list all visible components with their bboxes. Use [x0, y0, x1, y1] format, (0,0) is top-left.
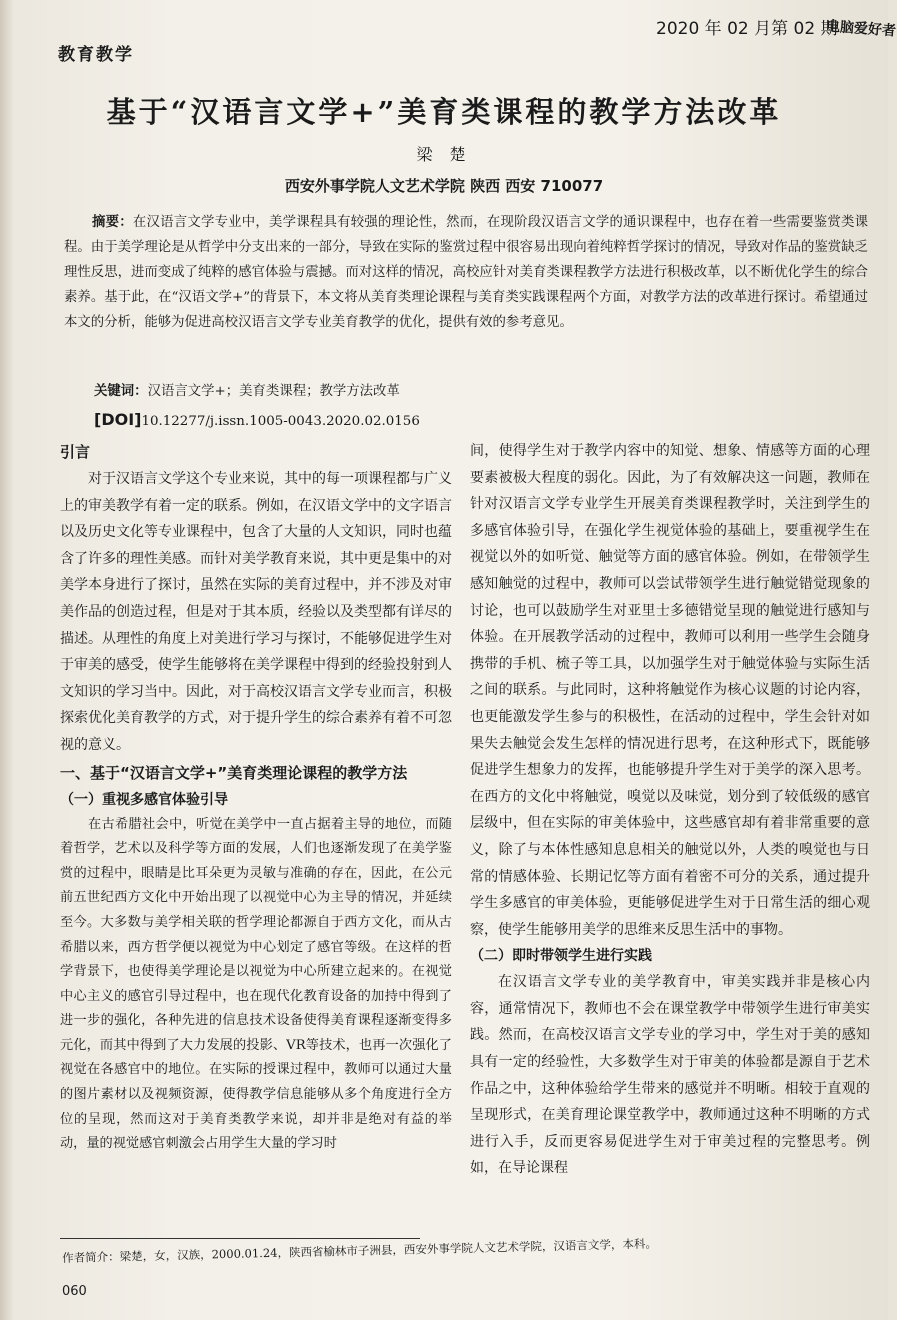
- article-title: 基于“汉语言文学+”美育类课程的教学方法改革: [106, 95, 782, 129]
- continued-paragraph: 间，使得学生对于教学内容中的知觉、想象、情感等方面的心理要素被极大程度的弱化。因此，为了有效解决这一问题，教师在针对汉语言文学专业学生开展美育类课程教学时，关注到学生的多感官体验引导，在强化学生视觉体验的基础上，要重视学生在视觉以外的如听觉、触觉等方面的感官体验。例如，在带领学生感知触觉的过程中，教师可以尝试带领学生进行触觉错觉现象的讨论，也可以鼓励学生对亚里士多德错觉呈现的触觉进行感知与体验。在开展教学活动的过程中，教师可以利用一些学生会随身携带的手机、梳子等工具，以加强学生对于触觉体验与实际生活之间的联系。与此同时，这种将触觉作为核心议题的讨论内容，也更能激发学生参与的积极性，在活动的过程中，学生会针对如果失去触觉会发生怎样的情况进行思考，在这种形式下，既能够促进学生想象力的发挥，也能够提升学生对于美学的深入思考。在西方的文化中将触觉，嗅觉以及味觉，划分到了较低级的感官层级中，但在实际的审美体验中，这些感官却有着非常重要的意义，除了与本体性感知息息相关的触觉以外，人类的嗅觉也与日常的情感体验、长期记忆等方面有着密不可分的关系，通过提升学生多感官的审美体验，更能够促进学生对于日常生活的细心观察，使学生能够用美学的思维来反思生活中的事物。: [470, 443, 870, 938]
- subsection-2-paragraph: 在汉语言文学专业的美学教育中，审美实践并非是核心内容，通常情况下，教师也不会在课堂教学中带领学生进行审美实践。然而，在高校汉语言文学专业的学习中，学生对于美的感知具有一定的经验性，大多数学生对于审美的体验都是源自于艺术作品之中，这种体验给学生带来的感觉并不明晰。相较于直观的呈现形式，在美育理论课堂教学中，教师通过这种不明晰的方式进行入手，反而更容易促进学生对于审美过程的完整思考。例如，在导论课程: [470, 974, 870, 1177]
- footnote-rule: [60, 1238, 420, 1239]
- journal-brand: 电脑爱好者: [825, 18, 897, 40]
- doi-label: [DOI]: [94, 410, 142, 429]
- keywords-label: 关键词：: [94, 384, 148, 399]
- author-name: 梁 楚: [416, 145, 472, 164]
- left-column: [60, 438, 452, 1157]
- page-number: 060: [62, 1284, 87, 1299]
- keywords: [94, 380, 400, 399]
- binding-shadow: [0, 0, 14, 1320]
- column-name: 教育教学: [58, 45, 134, 65]
- doi-value: 10.12277/j.issn.1005-0043.2020.02.0156: [141, 414, 420, 429]
- abstract: [64, 210, 868, 335]
- intro-heading: 引言: [60, 443, 91, 461]
- subsection-1-paragraph: 在古希腊社会中，听觉在美学中一直占据着主导的地位，而随着哲学，艺术以及科学等方面的发展，人们也逐渐发现了在美学鉴赏的过程中，眼睛是比耳朵更为灵敏与准确的存在，因此，在公元前五世纪西方文化中开始出现了以视觉中心为主导的情况，并延续至今。大多数与美学相关联的哲学理论都源自于西方文化，而从古希腊以来，西方哲学便以视觉为中心划定了感官等级。在这样的哲学背景下，也使得美学理论是以视觉为中心所建立起来的。在视觉中心主义的感官引导过程中，也在现代化教育设备的加持中得到了进一步的强化，各种先进的信息技术设备使得美育课程逐渐变得多元化，而其中得到了大力发展的投影、VR等技术，也再一次强化了视觉在各感官中的地位。在实际的授课过程中，教师可以通过大量的图片素材以及视频资源，使得教学信息能够从多个角度进行全方位的呈现，然而这对于美育类教学来说，却并非是绝对有益的举动，量的视觉感官刺激会占用学生大量的学习时: [60, 816, 452, 1152]
- author-affiliation: 西安外事学院人文艺术学院 陕西 西安 710077: [284, 177, 604, 195]
- intro-paragraph: 对于汉语言文学这个专业来说，其中的每一项课程都与广义上的审美教学有着一定的联系。例如，在汉语文学中的文字语言以及历史文化等专业课程中，包含了大量的人文知识，同时也蕴含了许多的理性美感。而针对美学教育来说，其中更是集中的对美学本身进行了探讨，虽然在实际的美育过程中，并不涉及对审美作品的创造过程，但是对于其本质，经验以及类型都有详尽的描述。从理性的角度上对美进行学习与探讨，不能够促进学生对于审美的感受，使学生能够将在美学课程中得到的经验投射到人文知识的学习当中。因此，对于高校汉语言文学专业而言，积极探索优化美育教学的方式，对于提升学生的综合素养有着不可忽视的意义。: [60, 471, 452, 753]
- abstract-text: 在汉语言文学专业中，美学课程具有较强的理论性，然而，在现阶段汉语言文学的通识课程中，也存在着一些需要鉴赏类课程。由于美学理论是从哲学中分支出来的一部分，导致在实际的鉴赏过程中很容易出现向着纯粹哲学探讨的情况，导致对作品的鉴赏缺乏理性反思，进而变成了纯粹的感官体验与震撼。而对这样的情况，高校应针对美育类课程教学方法进行积极改革，以不断优化学生的综合素养。基于此，在“汉语文学+”的背景下，本文将从美育类理论课程与美育类实践课程两个方面，对教学方法的改革进行探讨。希望通过本文的分析，能够为促进高校汉语言文学专业美育教学的优化，提供有效的参考意见。: [64, 215, 869, 330]
- subsection-2-heading: （二）即时带领学生进行实践: [470, 948, 652, 965]
- abstract-label: 摘要：: [92, 215, 133, 230]
- subsection-1-heading: （一）重视多感官体验引导: [60, 791, 228, 808]
- issue-info: 2020 年 02 月第 02 期: [656, 19, 838, 39]
- doi: [94, 410, 420, 429]
- keywords-text: 汉语言文学+；美育类课程；教学方法改革: [147, 384, 400, 399]
- section-1-heading: 一、基于“汉语言文学+”美育类理论课程的教学方法: [60, 763, 408, 782]
- author-footnote: 作者简介：梁楚，女，汉族，2000.01.24，陕西省榆林市子洲县，西安外事学院人文艺术学院，汉语言文学，本科。: [62, 1236, 658, 1265]
- right-column: [470, 438, 870, 1182]
